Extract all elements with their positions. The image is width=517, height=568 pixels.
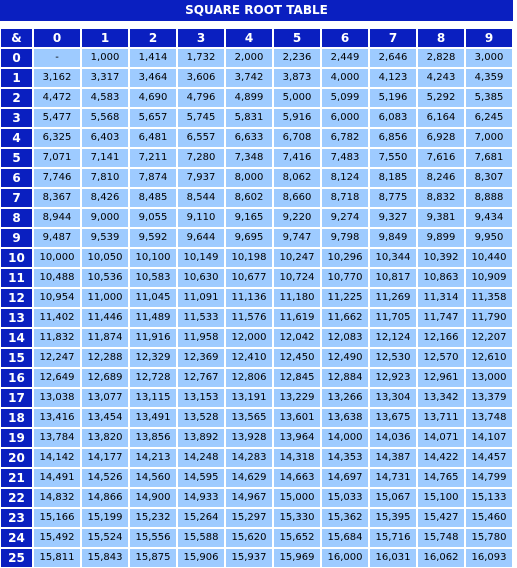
table-cell: 5,916 [273, 108, 321, 128]
row-header: 12 [0, 288, 33, 308]
table-cell: 12,124 [369, 328, 417, 348]
table-cell: 12,728 [129, 368, 177, 388]
table-cell: 15,652 [273, 528, 321, 548]
table-cell: 15,330 [273, 508, 321, 528]
table-cell: 14,799 [465, 468, 513, 488]
table-cell: 9,798 [321, 228, 369, 248]
table-cell: 6,633 [225, 128, 273, 148]
table-cell: 8,602 [225, 188, 273, 208]
table-cell: 5,385 [465, 88, 513, 108]
table-cell: 13,229 [273, 388, 321, 408]
table-cell: 15,033 [321, 488, 369, 508]
table-cell: 15,748 [417, 528, 465, 548]
table-cell: 6,325 [33, 128, 81, 148]
row-header: 1 [0, 68, 33, 88]
table-cell: 9,487 [33, 228, 81, 248]
table-cell: 15,843 [81, 548, 129, 568]
table-cell: 8,660 [273, 188, 321, 208]
table-cell: 15,588 [177, 528, 225, 548]
corner-header: & [0, 28, 33, 48]
table-cell: 11,000 [81, 288, 129, 308]
table-cell: 14,422 [417, 448, 465, 468]
table-cell: 13,565 [225, 408, 273, 428]
column-header: 6 [321, 28, 369, 48]
table-cell: 14,765 [417, 468, 465, 488]
table-cell: 15,620 [225, 528, 273, 548]
table-cell: 13,153 [177, 388, 225, 408]
table-cell: 14,491 [33, 468, 81, 488]
table-cell: 14,560 [129, 468, 177, 488]
table-cell: 10,630 [177, 268, 225, 288]
table-cell: 11,314 [417, 288, 465, 308]
table-cell: 13,856 [129, 428, 177, 448]
table-cell: 8,544 [177, 188, 225, 208]
row-header: 14 [0, 328, 33, 348]
table-cell: 15,395 [369, 508, 417, 528]
table-cell: 16,093 [465, 548, 513, 568]
table-cell: 13,964 [273, 428, 321, 448]
column-header: 5 [273, 28, 321, 48]
table-cell: 2,236 [273, 48, 321, 68]
table-cell: 15,362 [321, 508, 369, 528]
table-cell: 9,055 [129, 208, 177, 228]
column-header: 2 [129, 28, 177, 48]
table-cell: 5,000 [273, 88, 321, 108]
table-cell: 14,071 [417, 428, 465, 448]
table-cell: 12,329 [129, 348, 177, 368]
table-cell: 16,000 [321, 548, 369, 568]
table-cell: 7,483 [321, 148, 369, 168]
table-cell: 7,348 [225, 148, 273, 168]
row-header: 15 [0, 348, 33, 368]
table-cell: 6,856 [369, 128, 417, 148]
table-cell: 14,036 [369, 428, 417, 448]
table-cell: - [33, 48, 81, 68]
table-cell: 9,644 [177, 228, 225, 248]
table-cell: 8,124 [321, 168, 369, 188]
row-header: 21 [0, 468, 33, 488]
table-cell: 7,937 [177, 168, 225, 188]
table-cell: 15,232 [129, 508, 177, 528]
table-cell: 12,767 [177, 368, 225, 388]
table-cell: 14,283 [225, 448, 273, 468]
table-cell: 8,718 [321, 188, 369, 208]
table-cell: 6,481 [129, 128, 177, 148]
table-cell: 14,387 [369, 448, 417, 468]
table-cell: 3,000 [465, 48, 513, 68]
table-cell: 13,342 [417, 388, 465, 408]
table-cell: 13,454 [81, 408, 129, 428]
table-cell: 13,191 [225, 388, 273, 408]
table-cell: 7,071 [33, 148, 81, 168]
table-cell: 6,000 [321, 108, 369, 128]
table-cell: 15,297 [225, 508, 273, 528]
table-cell: 3,464 [129, 68, 177, 88]
table-cell: 12,884 [321, 368, 369, 388]
table-cell: 14,900 [129, 488, 177, 508]
table-cell: 7,141 [81, 148, 129, 168]
table-cell: 14,832 [33, 488, 81, 508]
table-cell: 10,677 [225, 268, 273, 288]
table-cell: 11,136 [225, 288, 273, 308]
table-cell: 11,705 [369, 308, 417, 328]
column-header: 7 [369, 28, 417, 48]
table-cell: 9,434 [465, 208, 513, 228]
table-cell: 11,358 [465, 288, 513, 308]
table-cell: 10,247 [273, 248, 321, 268]
table-cell: 8,426 [81, 188, 129, 208]
table-cell: 12,207 [465, 328, 513, 348]
table-cell: 14,248 [177, 448, 225, 468]
table-cell: 16,031 [369, 548, 417, 568]
table-cell: 15,969 [273, 548, 321, 568]
table-cell: 6,164 [417, 108, 465, 128]
table-cell: 12,000 [225, 328, 273, 348]
table-cell: 10,344 [369, 248, 417, 268]
table-cell: 8,832 [417, 188, 465, 208]
table-cell: 3,873 [273, 68, 321, 88]
table-cell: 15,264 [177, 508, 225, 528]
table-cell: 13,820 [81, 428, 129, 448]
table-cell: 10,149 [177, 248, 225, 268]
table-cell: 15,556 [129, 528, 177, 548]
table-cell: 11,533 [177, 308, 225, 328]
row-header: 22 [0, 488, 33, 508]
table-cell: 10,909 [465, 268, 513, 288]
table-cell: 13,266 [321, 388, 369, 408]
table-cell: 10,198 [225, 248, 273, 268]
table-title: SQUARE ROOT TABLE [0, 0, 513, 21]
table-cell: 15,492 [33, 528, 81, 548]
row-header: 23 [0, 508, 33, 528]
row-header: 2 [0, 88, 33, 108]
row-header: 17 [0, 388, 33, 408]
table-cell: 11,619 [273, 308, 321, 328]
row-header: 25 [0, 548, 33, 568]
table-cell: 1,414 [129, 48, 177, 68]
table-cell: 3,742 [225, 68, 273, 88]
row-header: 11 [0, 268, 33, 288]
table-cell: 15,875 [129, 548, 177, 568]
table-cell: 12,649 [33, 368, 81, 388]
table-cell: 7,681 [465, 148, 513, 168]
row-header: 0 [0, 48, 33, 68]
table-cell: 15,427 [417, 508, 465, 528]
column-header: 1 [81, 28, 129, 48]
table-cell: 14,697 [321, 468, 369, 488]
table-cell: 12,369 [177, 348, 225, 368]
table-cell: 4,123 [369, 68, 417, 88]
table-cell: 14,000 [321, 428, 369, 448]
column-header: 3 [177, 28, 225, 48]
table-cell: 3,162 [33, 68, 81, 88]
table-cell: 15,460 [465, 508, 513, 528]
table-cell: 9,220 [273, 208, 321, 228]
table-cell: 11,874 [81, 328, 129, 348]
table-cell: 11,446 [81, 308, 129, 328]
table-cell: 15,524 [81, 528, 129, 548]
table-cell: 12,923 [369, 368, 417, 388]
table-cell: 10,954 [33, 288, 81, 308]
table-cell: 2,449 [321, 48, 369, 68]
row-header: 13 [0, 308, 33, 328]
table-cell: 9,327 [369, 208, 417, 228]
table-cell: 12,490 [321, 348, 369, 368]
table-cell: 12,083 [321, 328, 369, 348]
row-header: 3 [0, 108, 33, 128]
table-cell: 12,288 [81, 348, 129, 368]
table-cell: 6,782 [321, 128, 369, 148]
table-cell: 15,780 [465, 528, 513, 548]
table-cell: 8,775 [369, 188, 417, 208]
table-cell: 4,690 [129, 88, 177, 108]
table-cell: 14,142 [33, 448, 81, 468]
table-cell: 4,899 [225, 88, 273, 108]
row-header: 19 [0, 428, 33, 448]
table-cell: 6,245 [465, 108, 513, 128]
column-header: 8 [417, 28, 465, 48]
table-cell: 14,353 [321, 448, 369, 468]
table-cell: 15,906 [177, 548, 225, 568]
row-header: 20 [0, 448, 33, 468]
table-cell: 10,536 [81, 268, 129, 288]
table-cell: 15,133 [465, 488, 513, 508]
table-cell: 7,211 [129, 148, 177, 168]
table-cell: 4,472 [33, 88, 81, 108]
table-cell: 14,933 [177, 488, 225, 508]
table-cell: 11,832 [33, 328, 81, 348]
table-cell: 13,928 [225, 428, 273, 448]
table-cell: 15,000 [273, 488, 321, 508]
table-cell: 10,770 [321, 268, 369, 288]
table-cell: 9,747 [273, 228, 321, 248]
table-cell: 5,831 [225, 108, 273, 128]
table-cell: 11,958 [177, 328, 225, 348]
table-cell: 11,489 [129, 308, 177, 328]
row-header: 9 [0, 228, 33, 248]
table-cell: 12,247 [33, 348, 81, 368]
column-header: 4 [225, 28, 273, 48]
row-header: 24 [0, 528, 33, 548]
row-header: 10 [0, 248, 33, 268]
table-cell: 6,083 [369, 108, 417, 128]
column-header: 0 [33, 28, 81, 48]
table-cell: 4,243 [417, 68, 465, 88]
table-cell: 11,790 [465, 308, 513, 328]
table-cell: 8,367 [33, 188, 81, 208]
row-header: 6 [0, 168, 33, 188]
table-cell: 7,000 [465, 128, 513, 148]
table-cell: 5,477 [33, 108, 81, 128]
table-cell: 11,747 [417, 308, 465, 328]
table-cell: 7,550 [369, 148, 417, 168]
table-cell: 4,796 [177, 88, 225, 108]
column-header: 9 [465, 28, 513, 48]
table-cell: 9,950 [465, 228, 513, 248]
table-cell: 6,928 [417, 128, 465, 148]
table-cell: 11,269 [369, 288, 417, 308]
table-cell: 14,967 [225, 488, 273, 508]
table-cell: 14,318 [273, 448, 321, 468]
table-cell: 14,213 [129, 448, 177, 468]
table-cell: 10,724 [273, 268, 321, 288]
table-cell: 6,403 [81, 128, 129, 148]
table-cell: 9,110 [177, 208, 225, 228]
table-cell: 15,716 [369, 528, 417, 548]
table-cell: 13,601 [273, 408, 321, 428]
table-cell: 2,646 [369, 48, 417, 68]
table-cell: 2,000 [225, 48, 273, 68]
table-cell: 12,689 [81, 368, 129, 388]
table-cell: 6,557 [177, 128, 225, 148]
table-cell: 10,583 [129, 268, 177, 288]
table-cell: 10,440 [465, 248, 513, 268]
table-cell: 13,528 [177, 408, 225, 428]
table-cell: 11,916 [129, 328, 177, 348]
row-header: 4 [0, 128, 33, 148]
table-cell: 5,745 [177, 108, 225, 128]
table-cell: 13,379 [465, 388, 513, 408]
table-cell: 8,062 [273, 168, 321, 188]
row-header: 7 [0, 188, 33, 208]
table-cell: 15,684 [321, 528, 369, 548]
table-cell: 8,000 [225, 168, 273, 188]
table-cell: 11,402 [33, 308, 81, 328]
table-cell: 13,748 [465, 408, 513, 428]
table-cell: 11,576 [225, 308, 273, 328]
table-cell: 7,810 [81, 168, 129, 188]
table-cell: 9,000 [81, 208, 129, 228]
table-cell: 15,100 [417, 488, 465, 508]
table-cell: 13,000 [465, 368, 513, 388]
table-cell: 14,595 [177, 468, 225, 488]
table-cell: 2,828 [417, 48, 465, 68]
table-cell: 3,317 [81, 68, 129, 88]
table-cell: 13,784 [33, 428, 81, 448]
table-cell: 5,099 [321, 88, 369, 108]
table-cell: 12,042 [273, 328, 321, 348]
table-cell: 7,874 [129, 168, 177, 188]
row-header: 5 [0, 148, 33, 168]
table-cell: 13,038 [33, 388, 81, 408]
table-cell: 9,849 [369, 228, 417, 248]
table-cell: 15,937 [225, 548, 273, 568]
table-cell: 8,888 [465, 188, 513, 208]
table-cell: 10,488 [33, 268, 81, 288]
table-cell: 8,307 [465, 168, 513, 188]
table-cell: 5,196 [369, 88, 417, 108]
table-cell: 12,570 [417, 348, 465, 368]
table-cell: 5,568 [81, 108, 129, 128]
table-cell: 13,892 [177, 428, 225, 448]
table-cell: 9,165 [225, 208, 273, 228]
table-cell: 13,711 [417, 408, 465, 428]
table-cell: 11,662 [321, 308, 369, 328]
table-cell: 7,280 [177, 148, 225, 168]
table-cell: 7,746 [33, 168, 81, 188]
table-cell: 12,166 [417, 328, 465, 348]
table-cell: 15,811 [33, 548, 81, 568]
table-cell: 10,863 [417, 268, 465, 288]
table-cell: 14,731 [369, 468, 417, 488]
table-cell: 9,539 [81, 228, 129, 248]
table-cell: 10,817 [369, 268, 417, 288]
table-cell: 1,732 [177, 48, 225, 68]
table-cell: 13,675 [369, 408, 417, 428]
table-cell: 14,457 [465, 448, 513, 468]
table-cell: 14,663 [273, 468, 321, 488]
table-cell: 14,526 [81, 468, 129, 488]
table-cell: 11,225 [321, 288, 369, 308]
table-cell: 13,638 [321, 408, 369, 428]
table-cell: 10,392 [417, 248, 465, 268]
table-cell: 9,381 [417, 208, 465, 228]
table-cell: 7,616 [417, 148, 465, 168]
table-cell: 11,045 [129, 288, 177, 308]
table-cell: 7,416 [273, 148, 321, 168]
table-cell: 13,304 [369, 388, 417, 408]
table-cell: 9,592 [129, 228, 177, 248]
table-cell: 14,107 [465, 428, 513, 448]
table-cell: 10,000 [33, 248, 81, 268]
table-cell: 6,708 [273, 128, 321, 148]
table-cell: 8,246 [417, 168, 465, 188]
row-header: 18 [0, 408, 33, 428]
table-cell: 4,583 [81, 88, 129, 108]
table-cell: 16,062 [417, 548, 465, 568]
table-cell: 3,606 [177, 68, 225, 88]
table-cell: 11,091 [177, 288, 225, 308]
table-cell: 1,000 [81, 48, 129, 68]
table-cell: 12,410 [225, 348, 273, 368]
table-cell: 12,961 [417, 368, 465, 388]
table-cell: 8,944 [33, 208, 81, 228]
table-cell: 4,000 [321, 68, 369, 88]
table-cell: 10,050 [81, 248, 129, 268]
row-header: 8 [0, 208, 33, 228]
table-cell: 14,629 [225, 468, 273, 488]
table-cell: 5,657 [129, 108, 177, 128]
table-cell: 13,077 [81, 388, 129, 408]
table-cell: 10,100 [129, 248, 177, 268]
table-cell: 8,485 [129, 188, 177, 208]
row-header: 16 [0, 368, 33, 388]
table-cell: 14,866 [81, 488, 129, 508]
table-cell: 11,180 [273, 288, 321, 308]
table-cell: 12,530 [369, 348, 417, 368]
table-cell: 5,292 [417, 88, 465, 108]
table-cell: 15,199 [81, 508, 129, 528]
table-cell: 10,296 [321, 248, 369, 268]
table-cell: 12,450 [273, 348, 321, 368]
table-cell: 12,610 [465, 348, 513, 368]
table-cell: 4,359 [465, 68, 513, 88]
table-cell: 8,185 [369, 168, 417, 188]
table-cell: 13,491 [129, 408, 177, 428]
square-root-table [0, 28, 513, 568]
table-cell: 9,695 [225, 228, 273, 248]
table-cell: 9,274 [321, 208, 369, 228]
table-cell: 13,416 [33, 408, 81, 428]
table-cell: 14,177 [81, 448, 129, 468]
table-cell: 13,115 [129, 388, 177, 408]
table-cell: 12,806 [225, 368, 273, 388]
table-cell: 9,899 [417, 228, 465, 248]
table-cell: 15,067 [369, 488, 417, 508]
table-cell: 12,845 [273, 368, 321, 388]
table-cell: 15,166 [33, 508, 81, 528]
